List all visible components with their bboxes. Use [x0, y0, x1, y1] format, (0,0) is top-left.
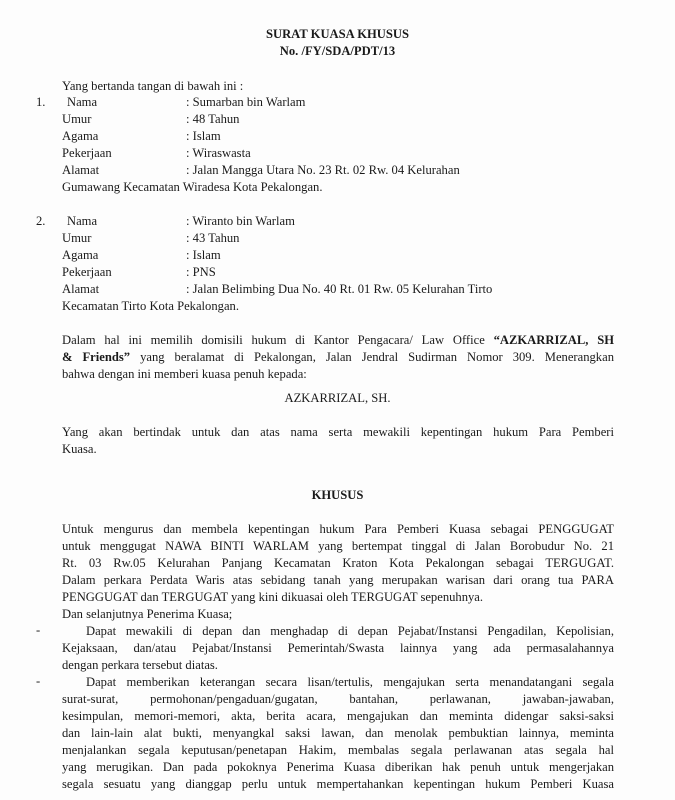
- person-2-address-label: Alamat: [62, 282, 100, 296]
- bullet-1-marker: -: [36, 623, 41, 637]
- acting-paragraph: [62, 424, 614, 458]
- bullet-2-line-2: surat-surat, permohonan/pengaduan/gugatan, bantahan, perlawanan, jawaban-jawaban,: [62, 692, 614, 706]
- bullet-1-line-2: Kejaksaan, dan/atau Pejabat/Instansi Pemerintah/Swasta lainnya yang ada permasalahannya: [62, 641, 614, 655]
- person-1-occupation-label: Pekerjaan: [62, 146, 112, 160]
- law-firm-name-part1: “AZKARRIZAL, SH: [493, 333, 614, 347]
- person-2-age-label: Umur: [62, 231, 92, 245]
- document-number: No. /FY/SDA/PDT/13: [279, 44, 396, 58]
- acting-line-1: Yang akan bertindak untuk dan atas nama serta mewakili kepentingan hukum Para Pemberi: [62, 425, 614, 439]
- bullet-2-line-3: kesimpulan, memori-memori, akta, berita acara, mengajukan dan meminta didengar saksi-saksi: [62, 709, 614, 723]
- person-1-religion-label: Agama: [62, 129, 99, 143]
- purpose-line-5: PENGGUGAT dan TERGUGAT yang kini dikuasai oleh TERGUGAT sepenuhnya.: [62, 590, 484, 604]
- person-2-name-value: : Wiranto bin Warlam: [186, 214, 295, 228]
- person-2-address-value: : Jalan Belimbing Dua No. 40 Rt. 01 Rw. 05 Kelurahan Tirto: [186, 282, 493, 296]
- purpose-paragraph: [62, 521, 614, 623]
- person-1-religion-value: : Islam: [186, 129, 221, 143]
- purpose-line-3: Rt. 03 Rw.05 Kelurahan Panjang Kecamatan Kraton Kota Pekalongan sebagai TERGUGAT.: [62, 556, 614, 570]
- person-2-occupation-value: : PNS: [186, 265, 216, 279]
- bullet-2-line-5: menjalankan segala keputusan/penetapan Hakim, membalas segala perlawanan atas segala hal: [62, 743, 614, 757]
- person-2-name-label: Nama: [67, 214, 98, 228]
- domicile-line-3: bahwa dengan ini memberi kuasa penuh kepada:: [62, 367, 307, 381]
- bullet-2-line-6: yang merugikan. Dan pada pokoknya Penerima Kuasa diberikan hak penuh untuk mengerjakan: [62, 760, 614, 774]
- domicile-paragraph: [62, 332, 614, 383]
- person-1-name-label: Nama: [67, 95, 98, 109]
- person-1-address-value: : Jalan Mangga Utara No. 23 Rt. 02 Rw. 04 Kelurahan: [186, 163, 460, 177]
- bullet-1-line-1: Dapat mewakili di depan dan menghadap di depan Pejabat/Instansi Pengadilan, Kepolisian,: [86, 624, 614, 638]
- bullet-2-line-1: Dapat memberikan keterangan secara lisan/tertulis, mengajukan serta menandatangani segala: [86, 675, 614, 689]
- bullet-2-line-4: dan lain-lain alat bukti, menyangkal saksi lawan, dan menolak pembuktian lainnya, meminta: [62, 726, 614, 740]
- person-1-age-value: : 48 Tahun: [186, 112, 240, 126]
- person-1-age-label: Umur: [62, 112, 92, 126]
- person-2-index: 2.: [36, 214, 46, 228]
- domicile-text-rest: yang beralamat di Pekalongan, Jalan Jendral Sudirman Nomor 309. Menerangkan: [140, 350, 614, 364]
- person-1-address-label: Alamat: [62, 163, 100, 177]
- law-firm-name-part2: & Friends”: [62, 350, 131, 364]
- intro-text: Yang bertanda tangan di bawah ini :: [62, 79, 244, 93]
- person-1-address-continued: Gumawang Kecamatan Wiradesa Kota Pekalongan.: [62, 180, 323, 194]
- purpose-line-2: untuk menggugat NAWA BINTI WARLAM yang bertempat tinggal di Jalan Borobudur No. 21: [62, 539, 614, 553]
- purpose-line-4: Dalam perkara Perdata Waris atas sebidang tanah yang merupakan warisan dari orang tua PARA: [62, 573, 614, 587]
- khusus-heading: KHUSUS: [311, 488, 364, 502]
- purpose-follow-line: Dan selanjutnya Penerima Kuasa;: [62, 607, 233, 621]
- person-1-index: 1.: [36, 95, 46, 109]
- document-title: SURAT KUASA KHUSUS: [265, 27, 409, 41]
- person-2-occupation-label: Pekerjaan: [62, 265, 112, 279]
- attorney-name: AZKARRIZAL, SH.: [284, 391, 391, 405]
- domicile-line-1: [62, 332, 614, 349]
- domicile-line-2: [62, 349, 614, 366]
- person-2-address-continued: Kecamatan Tirto Kota Pekalongan.: [62, 299, 239, 313]
- domicile-text-start: Dalam hal ini memilih domisili hukum di Kantor Pengacara/ Law Office: [62, 333, 485, 347]
- bullet-2-line-7: segala sesuatu yang dianggap perlu untuk mempertahankan kepentingan hukum Pemberi Kuasa: [62, 777, 614, 791]
- person-2-age-value: : 43 Tahun: [186, 231, 240, 245]
- person-1-occupation-value: : Wiraswasta: [186, 146, 251, 160]
- acting-line-2: Kuasa.: [62, 442, 97, 456]
- purpose-line-1: Untuk mengurus dan membela kepentingan hukum Para Pemberi Kuasa sebagai PENGGUGAT: [62, 522, 614, 536]
- bullet-1-paragraph: [62, 623, 614, 674]
- bullet-1-line-3: dengan perkara tersebut diatas.: [62, 658, 218, 672]
- bullet-2-paragraph: [62, 674, 614, 793]
- person-2-religion-value: : Islam: [186, 248, 221, 262]
- bullet-2-marker: -: [36, 674, 41, 688]
- person-2-religion-label: Agama: [62, 248, 99, 262]
- person-1-name-value: : Sumarban bin Warlam: [186, 95, 306, 109]
